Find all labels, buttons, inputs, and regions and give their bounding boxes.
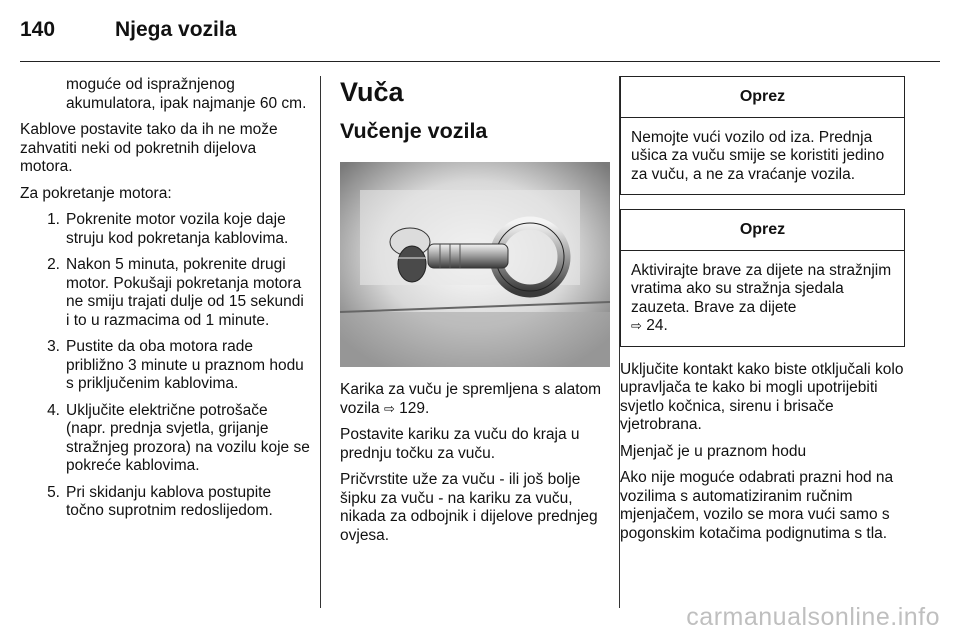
start-steps-list	[20, 211, 310, 521]
header-rule	[20, 61, 940, 62]
column-right	[620, 76, 905, 551]
watermark: carmanualsonline.info	[686, 603, 940, 631]
caution-body: Nemojte vući vozilo od iza. Prednja ušica za vuču smije se koristiti jedino za vuču, a ne za vraćanje vozila.	[631, 128, 885, 183]
chapter-title: Njega vozila	[115, 18, 237, 41]
section-title: Vuča	[340, 77, 404, 107]
list-item: 2. Nakon 5 minuta, pokrenite drugi motor. Pokušaji pokretanja motora ne smiju trajati dulje od 15 sekundi i to u razmacima od 1 minute.	[47, 256, 304, 329]
caution-body: Aktivirajte brave za dijete na stražnjim vratima ako su stražnja sjedala zauzeta. Brave za dijete ⇨ 24.	[631, 261, 892, 334]
caution-title: Oprez	[621, 210, 904, 251]
arrow-reference-icon: ⇨	[383, 400, 395, 416]
list-item: 1. Pokrenite motor vozila koje daje struju kod pokretanja kablovima.	[47, 211, 289, 247]
ignition-paragraph: Uključite kontakt kako biste otključali kolo upravljača te kako bi mogli upotrijebiti svjetlo kočnica, sirenu i brisače vjetrobrana.	[620, 360, 904, 433]
continuation-text: moguće od ispražnjenog akumulatora, ipak najmanje 60 cm.	[66, 76, 307, 112]
subsection-title: Vučenje vozila	[340, 119, 488, 143]
figure-caption: Karika za vuču je spremljena s alatom vozila ⇨ 129.	[340, 381, 602, 417]
neutral-paragraph: Mjenjač je u praznom hodu	[620, 442, 807, 460]
cable-paragraph: Kablove postavite tako da ih ne može zahvatiti neki od pokretnih dijelova motora.	[20, 121, 278, 175]
column-divider-1	[320, 76, 321, 608]
start-intro: Za pokretanje motora:	[20, 184, 172, 202]
caution-title: Oprez	[621, 77, 904, 118]
list-item: 3. Pustite da oba motora rade približno 3 minute u praznom hodu s priključenim kablovima.	[47, 338, 304, 392]
column-middle	[340, 76, 610, 553]
caution-box	[620, 76, 905, 195]
list-item: 4. Uključite električne potrošače (napr. prednja svjetla, grijanje stražnjeg prozora) na vozilu koje se pokreće kablovima.	[47, 401, 310, 474]
list-item: 5. Pri skidanju kablova postupite točno suprotnim redoslijedom.	[47, 483, 273, 519]
page-number: 140	[20, 18, 56, 41]
towing-step-1: Postavite kariku za vuču do kraja u prednju točku za vuču.	[340, 426, 580, 462]
arrow-reference-icon: ⇨	[631, 318, 642, 333]
towing-eye-illustration	[340, 162, 610, 367]
automated-gearbox-paragraph: Ako nije moguće odabrati prazni hod na vozilima s automatiziranim ručnim mjenjačem, vozilo se mora vući samo s pogonskim kotačima podignutima s tla.	[620, 469, 894, 542]
caution-box	[620, 209, 905, 347]
column-left	[20, 76, 310, 529]
towing-step-2: Pričvrstite uže za vuču - ili još bolje šipku za vuču - na kariku za vuču, nikada za odbojnik i dijelove prednjeg ovjesa.	[340, 471, 598, 544]
